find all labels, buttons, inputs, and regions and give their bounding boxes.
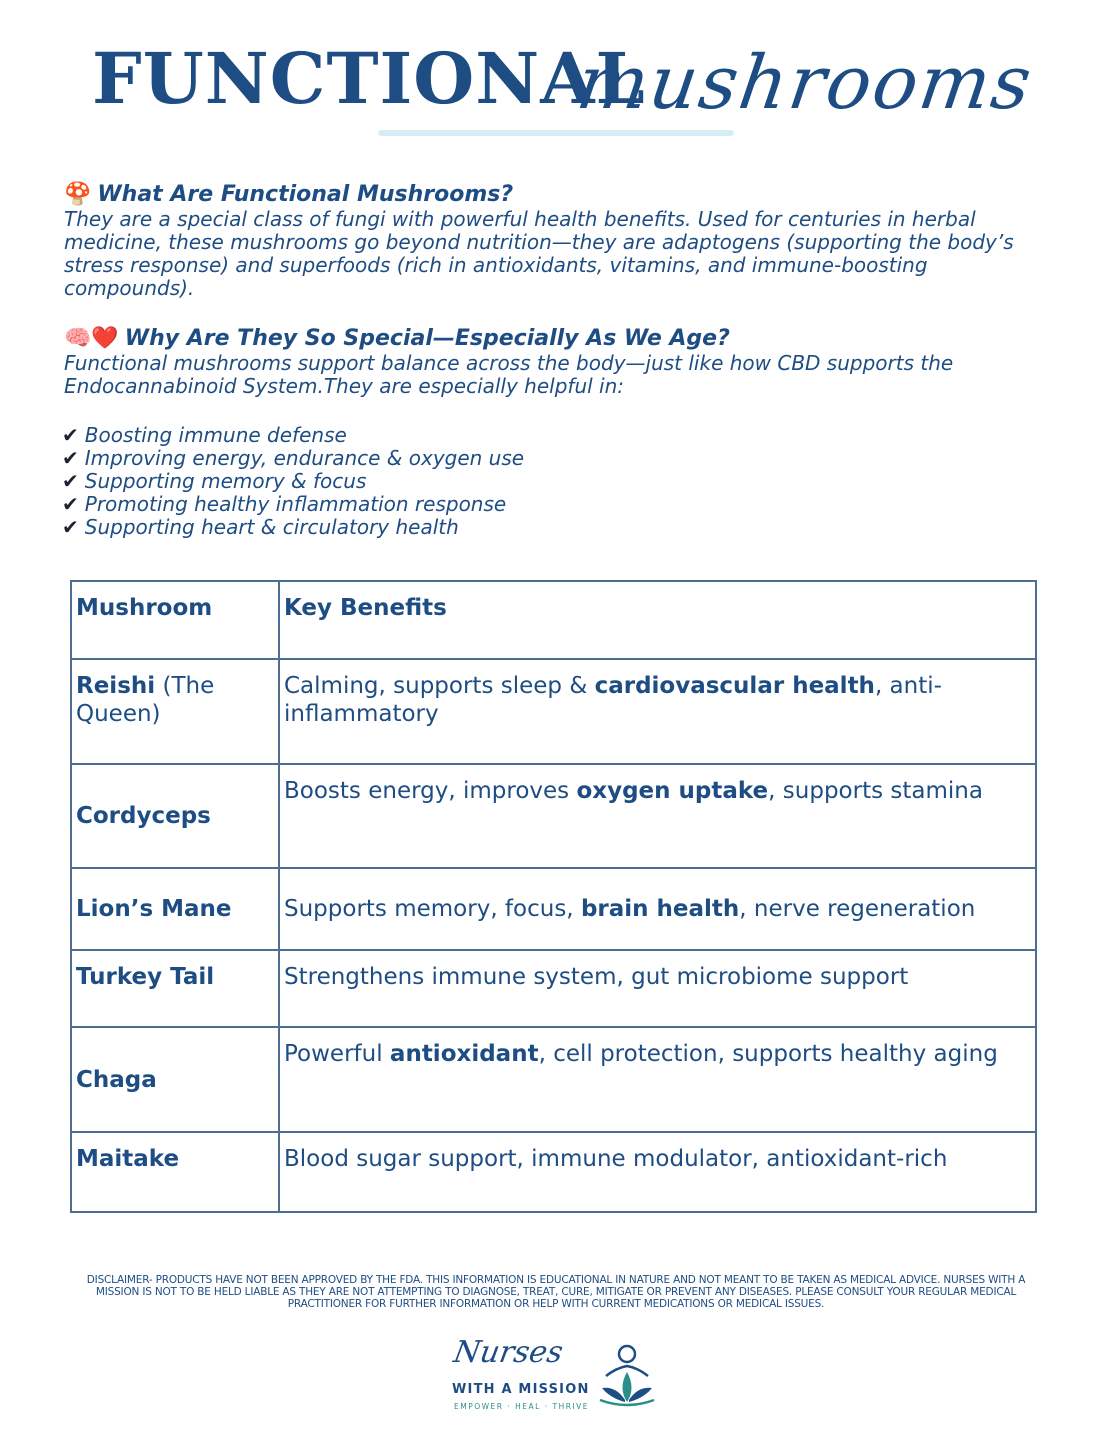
- mushroom-benefits: Powerful antioxidant, cell protection, supports healthy aging: [279, 1027, 1036, 1132]
- table-row: [71, 950, 1036, 1027]
- mushroom-name: Lion’s Mane: [71, 868, 279, 950]
- mushroom-name: Reishi (The Queen): [71, 659, 279, 764]
- mushroom-benefits-table: [70, 580, 1037, 1213]
- logo-tagline: EMPOWER · HEAL · THRIVE: [454, 1402, 590, 1411]
- title-underline: [378, 130, 734, 136]
- mushroom-name: Cordyceps: [71, 764, 279, 868]
- checkmark-icon: ✔: [62, 515, 79, 539]
- mushroom-icon: 🍄: [64, 182, 92, 207]
- brain-heart-icon: 🧠❤️: [64, 326, 119, 351]
- section-what-heading: 🍄 What Are Functional Mushrooms?: [64, 182, 514, 207]
- mushroom-benefits: Supports memory, focus, brain health, nerve regeneration: [279, 868, 1036, 950]
- mushroom-name: Maitake: [71, 1132, 279, 1212]
- section-what-body: They are a special class of fungi with powerful health benefits. Used for centuries in herbal medicine, these mushrooms go beyond nutrition—they are adaptogens (supporting the body’s stress response) and superfoods (rich in antioxidants, vitamins, and immune-boosting compounds).: [64, 207, 1014, 300]
- checklist-item: ✔ Boosting immune defense: [62, 423, 347, 447]
- section-why-heading: 🧠❤️ Why Are They So Special—Especially As We Age?: [64, 326, 730, 351]
- checklist-item: ✔ Improving energy, endurance & oxygen use: [62, 446, 525, 470]
- header-key-benefits: Key Benefits: [279, 581, 1036, 659]
- checkmark-icon: ✔: [62, 469, 79, 493]
- benefit-checklist: [62, 424, 524, 539]
- mushroom-benefits: Boosts energy, improves oxygen uptake, supports stamina: [279, 764, 1036, 868]
- checkmark-icon: ✔: [62, 492, 79, 516]
- header-mushroom: Mushroom: [71, 581, 279, 659]
- mushroom-benefits: Strengthens immune system, gut microbiome support: [279, 950, 1036, 1027]
- logo-name: WITH A MISSION: [452, 1382, 590, 1397]
- checkmark-icon: ✔: [62, 446, 79, 470]
- mushroom-name: Turkey Tail: [71, 950, 279, 1027]
- checklist-item: ✔ Supporting memory & focus: [62, 469, 367, 493]
- table-row: [71, 868, 1036, 950]
- table-header-row: [71, 581, 1036, 659]
- mushroom-benefits: Calming, supports sleep & cardiovascular health, anti-inflammatory: [279, 659, 1036, 764]
- brand-logo: [440, 1335, 680, 1418]
- logo-script: Nurses: [451, 1335, 566, 1370]
- checklist-item: ✔ Supporting heart & circulatory health: [62, 515, 459, 539]
- mushroom-name: Chaga: [71, 1027, 279, 1132]
- disclaimer-text: DISCLAIMER- PRODUCTS HAVE NOT BEEN APPROVED BY THE FDA. THIS INFORMATION IS EDUCATIONAL IN NATURE AND NOT MEANT TO BE TAKEN AS MEDICAL ADVICE. NURSES WITH A MISSION IS NOT TO BE HELD LIABLE AS THEY ARE NOT ATTEMPTING TO DIAGNOSE, TREAT, CURE, MITIGATE OR PREVENT ANY DISEASES. PLEASE CONSULT YOUR REGULAR MEDICAL PRACTITIONER FOR FURTHER INFORMATION OR HELP WITH CURRENT MEDICATIONS OR MEDICAL ISSUES.: [86, 1274, 1026, 1310]
- table-row: [71, 764, 1036, 868]
- meditating-figure-icon: [594, 1342, 664, 1408]
- page-title: [0, 30, 1112, 140]
- section-what: [64, 182, 1054, 300]
- table-row: [71, 1027, 1036, 1132]
- title-script: mushrooms: [571, 40, 1039, 126]
- checklist-item: ✔ Promoting healthy inflammation response: [62, 492, 507, 516]
- section-why-body: Functional mushrooms support balance across the body—just like how CBD supports the Endocannabinoid System.They are especially helpful in:: [64, 351, 954, 398]
- table-row: [71, 1132, 1036, 1212]
- table-row: [71, 659, 1036, 764]
- section-why: [64, 326, 1054, 398]
- mushroom-benefits: Blood sugar support, immune modulator, antioxidant-rich: [279, 1132, 1036, 1212]
- checkmark-icon: ✔: [62, 423, 79, 447]
- title-bold: FUNCTIONAL: [92, 37, 646, 120]
